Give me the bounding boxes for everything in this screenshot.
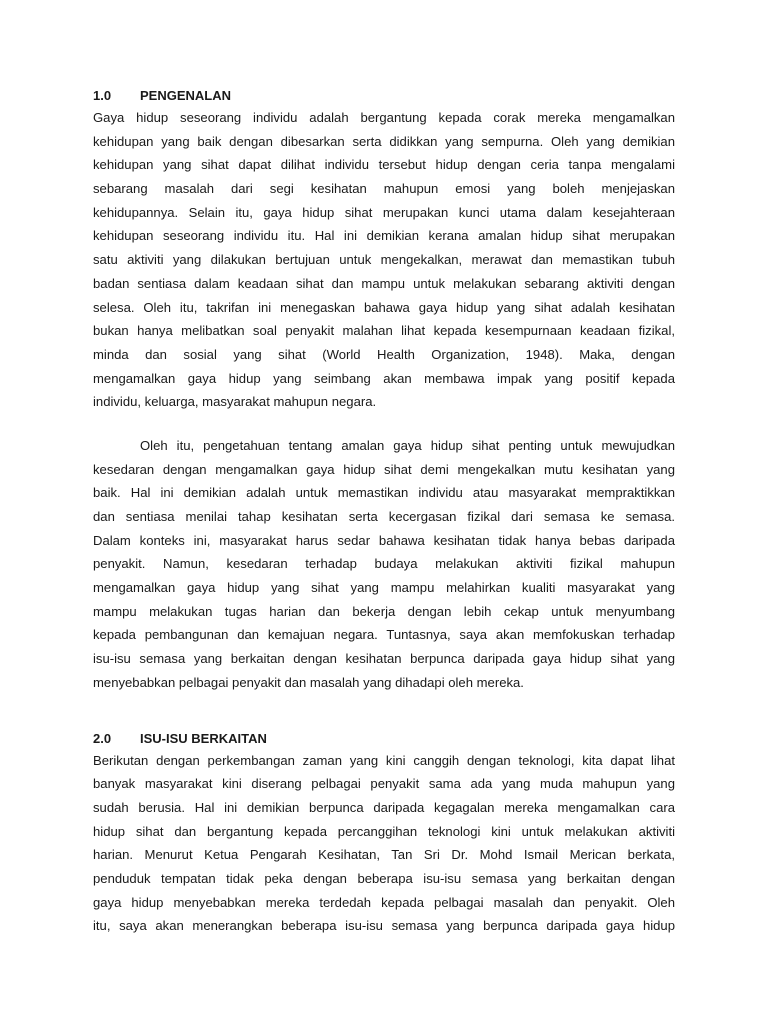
section-title: ISU-ISU BERKAITAN [140, 730, 267, 746]
text-line: kehidupannya. Selain itu, gaya hidup sihat merupakan kunci utama dalam kesejahteraan [93, 204, 675, 220]
text-line: menyebabkan pelbagai penyakit dan masalah yang dihadapi oleh mereka. [93, 674, 524, 690]
text-line: mampu melakukan tugas harian dan bekerja dengan lebih cekap untuk menyumbang [93, 603, 675, 619]
text-line: banyak masyarakat kini diserang pelbagai penyakit sama ada yang muda mahupun yang [93, 776, 675, 792]
text-line: penyakit. Namun, kesedaran terhadap budaya melakukan aktiviti fizikal mahupun [93, 556, 675, 572]
section-heading [93, 86, 675, 106]
text-line: isu-isu semasa yang berkaitan dengan kesihatan berpunca daripada gaya hidup sihat yang [93, 651, 675, 667]
text-line: bukan hanya melibatkan soal penyakit malahan lihat kepada kesempurnaan keadaan fizikal, [93, 323, 675, 339]
text-line: kepada pembangunan dan kemajuan negara. Tuntasnya, saya akan memfokuskan terhadap [93, 627, 675, 643]
text-line: kehidupan seseorang individu itu. Hal ini demikian kerana amalan hidup sihat merupakan [93, 228, 675, 244]
text-line: Gaya hidup seseorang individu adalah bergantung kepada corak mereka mengamalkan [93, 110, 675, 125]
text-line: itu, saya akan menerangkan beberapa isu-isu semasa yang berpunca daripada gaya hidup [93, 918, 675, 934]
text-line: kesedaran dengan mengamalkan gaya hidup sihat demi mengekalkan mutu kesihatan yang [93, 461, 675, 477]
text-line: mengamalkan gaya hidup yang seimbang akan membawa impak yang positif kepada [93, 370, 675, 386]
text-line: mengamalkan gaya hidup yang sihat yang mampu melahirkan kualiti masyarakat yang [93, 580, 675, 596]
document-page [93, 86, 675, 938]
text-line: satu aktiviti yang dilakukan bertujuan untuk mengekalkan, merawat dan memastikan tubuh [93, 252, 675, 268]
text-line: dan sentiasa menilai tahap kesihatan serta kecergasan fizikal dari semasa ke semasa. [93, 509, 675, 524]
text-line: penduduk tempatan tidak peka dengan beberapa isu-isu semasa yang berkaitan dengan [93, 870, 675, 886]
section-number: 2.0 [93, 730, 112, 746]
text-line: sudah berusia. Hal ini demikian berpunca daripada kegagalan mereka mengamalkan cara [93, 799, 675, 815]
paragraph [93, 749, 675, 939]
text-line: harian. Menurut Ketua Pengarah Kesihatan, Tan Sri Dr. Mohd Ismail Merican berkata, [93, 847, 675, 863]
text-line: kehidupan yang sihat dapat dilihat individu tersebut hidup dengan ceria tanpa mengalami [93, 157, 675, 173]
paragraph [93, 106, 675, 414]
text-line: hidup sihat dan bergantung kepada percanggihan teknologi kini untuk melakukan aktiviti [93, 823, 675, 839]
text-line: selesa. Oleh itu, takrifan ini menegaskan bahawa gaya hidup yang sihat adalah kesihatan [93, 299, 675, 315]
text-line: badan sentiasa dalam keadaan sihat dan mampu untuk melakukan sebarang aktiviti dengan [93, 275, 675, 291]
text-line: individu, keluarga, masyarakat mahupun negara. [93, 394, 377, 410]
text-line: baik. Hal ini demikian adalah untuk memastikan individu atau masyarakat mempraktikkan [93, 485, 675, 501]
text-line: kehidupan yang baik dengan dibesarkan serta didikkan yang sempurna. Oleh yang demikian [93, 133, 675, 149]
paragraph [93, 434, 675, 695]
section-heading [93, 729, 675, 749]
text-line: Oleh itu, pengetahuan tentang amalan gaya hidup sihat penting untuk mewujudkan [140, 437, 675, 453]
text-line: minda dan sosial yang sihat (World Health Organization, 1948). Maka, dengan [93, 346, 675, 362]
text-line: sebarang masalah dari segi kesihatan mahupun emosi yang boleh menjejaskan [93, 181, 675, 197]
text-line: Dalam konteks ini, masyarakat harus sedar bahawa kesihatan tidak hanya bebas daripada [93, 532, 675, 548]
text-line: gaya hidup menyebabkan mereka terdedah kepada pelbagai masalah dan penyakit. Oleh [93, 894, 675, 910]
section-number: 1.0 [93, 88, 112, 103]
section-title: PENGENALAN [140, 88, 232, 103]
text-line: Berikutan dengan perkembangan zaman yang kini canggih dengan teknologi, kita dapat lihat [93, 752, 675, 768]
